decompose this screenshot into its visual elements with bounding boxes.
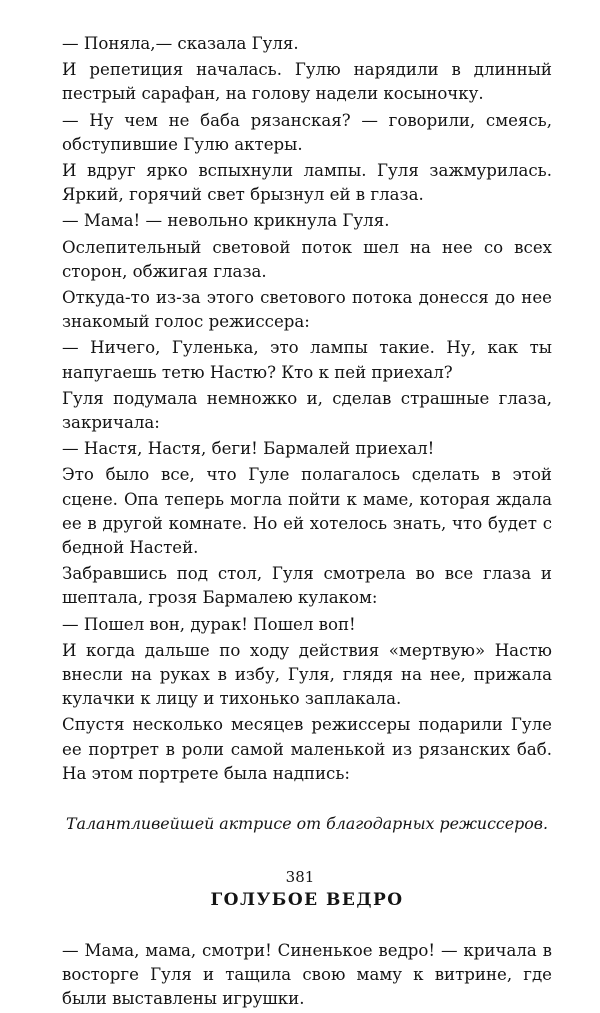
page-number: 381 xyxy=(285,868,315,886)
story-title: ГОЛУБОЕ ВЕДРО xyxy=(210,890,404,911)
portrait-inscription: Талантливейшей актрисе от благодарных режиссеров. xyxy=(66,814,548,834)
paragraph-7: Откуда-то из-за этого светового потока донесся до нее знакомый голос режиссера: xyxy=(62,288,552,332)
paragraph-8: — Ничего, Гуленька, это лампы такие. Ну, как ты напугаешь тетю Настю? Кто к пей приехал? xyxy=(62,338,552,382)
paragraph-13: — Пошел вон, дурак! Пошел воп! xyxy=(62,614,356,634)
paragraph-4: И вдруг ярко вспыхнули лампы. Гуля зажмурилась. Яркий, горячий свет брызнул ей в глаза. xyxy=(62,161,552,205)
paragraph-9: Гуля подумала немножко и, сделав страшные глаза, закричала: xyxy=(62,388,552,433)
story-paragraph-1: — Мама, мама, смотри! Синенькое ведро! — кричала в восторге Гуля и тащила свою маму к витрине, где были выставлены игрушки. xyxy=(62,940,552,1008)
paragraph-2: И репетиция началась. Гулю нарядили в длинный пестрый сарафан, на голову надели косыночку. xyxy=(62,60,552,104)
paragraph-11: Это было все, что Гуле полагалось сделать в этой сцене. Опа теперь могла пойти к маме, которая ждала ее в другой комнате. Но ей хотелось знать, что будет с бедной Настей. xyxy=(62,465,552,558)
paragraph-5: — Мама! — невольно крикнула Гуля. xyxy=(62,211,390,231)
paragraph-6: Ослепительный световой поток шел на нее со всех сторон, обжигая глаза. xyxy=(62,237,552,281)
paragraph-1: — Поняла,— сказала Гуля. xyxy=(62,34,299,53)
paragraph-3: — Ну чем не баба рязанская? — говорили, смеясь, обступившие Гулю актеры. xyxy=(62,110,552,154)
text-block xyxy=(62,32,552,786)
page-body xyxy=(62,32,552,1013)
paragraph-12: Забравшись под стол, Гуля смотрела во все глаза и шептала, грозя Бармалею кулаком: xyxy=(62,564,552,608)
paragraph-15: Спустя несколько месяцев режиссеры подарили Гуле ее портрет в роли самой маленькой из рязанских баб. На этом портрете была надпись: xyxy=(62,715,552,783)
paragraph-10: — Настя, Настя, беги! Бармалей приехал! xyxy=(62,439,435,459)
paragraph-14: И когда дальше по ходу действия «мертвую» Настю внесли на руках в избу, Гуля, глядя на нее, прижала кулачки к лицу и тихонько заплакала. xyxy=(62,640,552,709)
